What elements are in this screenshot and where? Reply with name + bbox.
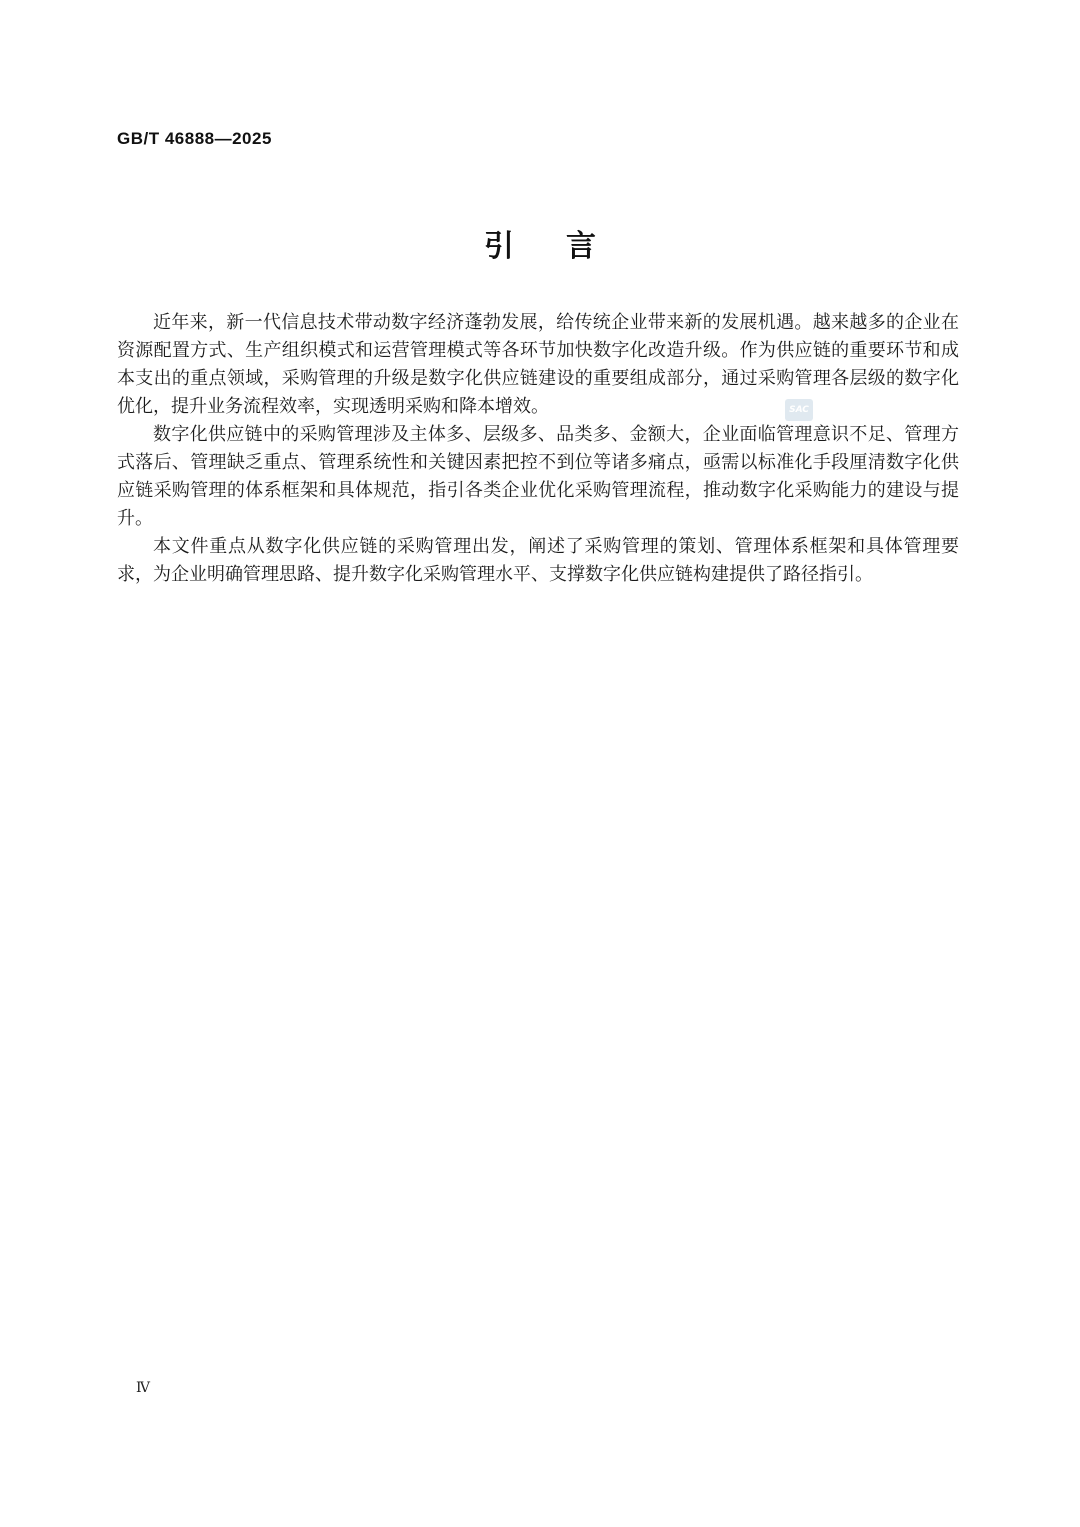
paragraph-3: 本文件重点从数字化供应链的采购管理出发，阐述了采购管理的策划、管理体系框架和具体管理要求，为企业明确管理思路、提升数字化采购管理水平、支撑数字化供应链构建提供了路径指引。 [117, 536, 959, 585]
introduction-body [117, 309, 959, 589]
page-number: Ⅳ [136, 1380, 150, 1396]
sac-watermark-logo: SAC [785, 399, 813, 421]
page-title: 引言 [484, 229, 648, 264]
paragraph-2: 数字化供应链中的采购管理涉及主体多、层级多、品类多、金额大，企业面临管理意识不足、管理方式落后、管理缺乏重点、管理系统性和关键因素把控不到位等诸多痛点，亟需以标准化手段厘清数字化供应链采购管理的体系框架和具体规范，指引各类企业优化采购管理流程，推动数字化采购能力的建设与提升。 [117, 424, 959, 529]
paragraph-1: 近年来，新一代信息技术带动数字经济蓬勃发展，给传统企业带来新的发展机遇。越来越多的企业在资源配置方式、生产组织模式和运营管理模式等各环节加快数字化改造升级。作为供应链的重要环节和成本支出的重点领域，采购管理的升级是数字化供应链建设的重要组成部分，通过采购管理各层级的数字化优化，提升业务流程效率，实现透明采购和降本增效。 [117, 312, 959, 417]
standard-code: GB/T 46888—2025 [117, 129, 272, 148]
